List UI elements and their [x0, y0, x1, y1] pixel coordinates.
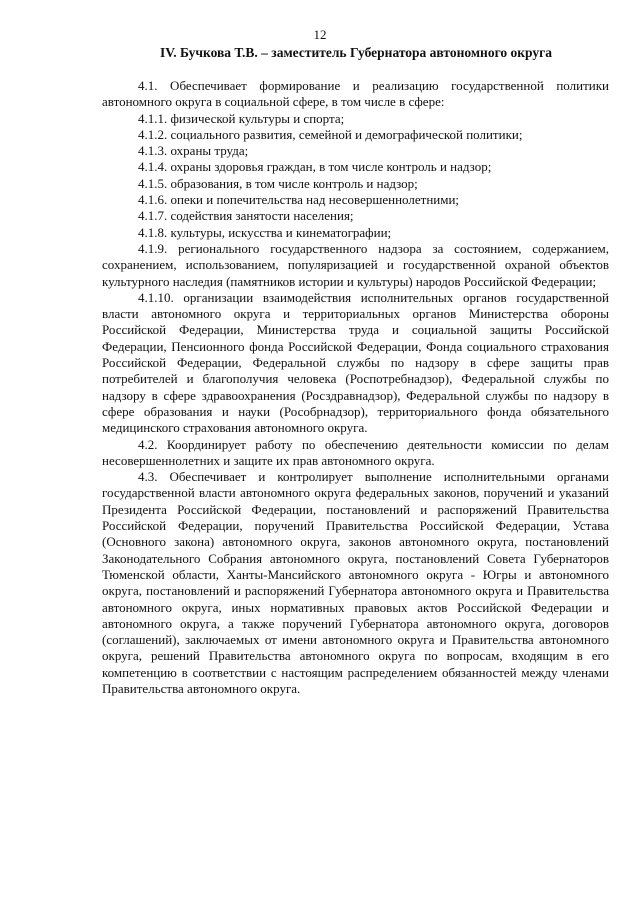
section-heading: IV. Бучкова Т.В. – заместитель Губернатора автономного округа: [160, 45, 552, 60]
document-body: [102, 78, 609, 697]
paragraph-4-1-10: 4.1.10. организации взаимодействия исполнительных органов государственной власти автономного округа и территориальных органов Министерства обороны Российской Федерации, Министерства труда и социальной защиты Российской Федерации, Пенсионного фонда Российской Федерации, Фонда социального страхования Российской Федерации, Федеральной службы по надзору в сфере защиты прав потребителей и благополучия человека (Роспотребнадзор), Федеральной службы по надзору в сфере здравоохранения (Росздравнадзор), Федеральной службы по надзору в сфере образования и науки (Рособрнадзор), территориального фонда обязательного медицинского страхования автономного округа.: [102, 289, 609, 436]
paragraph-4-3: 4.3. Обеспечивает и контролирует выполнение исполнительными органами государственной власти автономного округа федеральных законов, поручений и указаний Президента Российской Федерации, постановлений и распоряжений Правительства Российской Федерации, поручений Правительства Российской Федерации, Устава (Основного закона) автономного округа, законов автономного округа, постановлений Законодательного Собрания автономного округа, постановлений Совета Губернаторов Тюменской области, Ханты-Мансийского автономного округа - Югры и автономного округа, постановлений и распоряжений Губернатора автономного округа и Правительства автономного округа, иных нормативных правовых актов Российской Федерации и автономного округа, а также поручений Губернатора автономного округа, договоров (соглашений), заключаемых от имени автономного округа и Правительства автономного округа, решений Правительства автономного округа по вопросам, входящим в его компетенцию в соответствии с настоящим распределением обязанностей между членами Правительства автономного округа.: [102, 469, 609, 696]
paragraph-4-1-6: 4.1.6. опеки и попечительства над несовершеннолетними;: [138, 192, 460, 208]
page-number: 12: [313, 27, 327, 42]
paragraph-4-1-3: 4.1.3. охраны труда;: [138, 143, 249, 159]
paragraph-4-1-4: 4.1.4. охраны здоровья граждан, в том числе контроль и надзор;: [138, 159, 492, 175]
paragraph-4-1-1: 4.1.1. физической культуры и спорта;: [138, 110, 345, 126]
paragraph-4-1-7: 4.1.7. содействия занятости населения;: [138, 208, 354, 224]
paragraph-4-1: 4.1. Обеспечивает формирование и реализацию государственной политики автономного округа в социальной сфере, в том числе в сфере:: [102, 78, 609, 110]
paragraph-4-1-5: 4.1.5. образования, в том числе контроль и надзор;: [138, 175, 418, 191]
paragraph-4-2: 4.2. Координирует работу по обеспечению деятельности комиссии по делам несовершеннолетних и защите их прав автономного округа.: [102, 436, 609, 468]
paragraph-4-1-2: 4.1.2. социального развития, семейной и демографической политики;: [138, 126, 523, 142]
paragraph-4-1-8: 4.1.8. культуры, искусства и кинематографии;: [138, 224, 392, 240]
paragraph-4-1-9: 4.1.9. регионального государственного надзора за состоянием, содержанием, сохранением, использованием, популяризацией и государственной охраной объектов культурного наследия (памятников истории и культуры) народов Российской Федерации;: [102, 240, 609, 289]
